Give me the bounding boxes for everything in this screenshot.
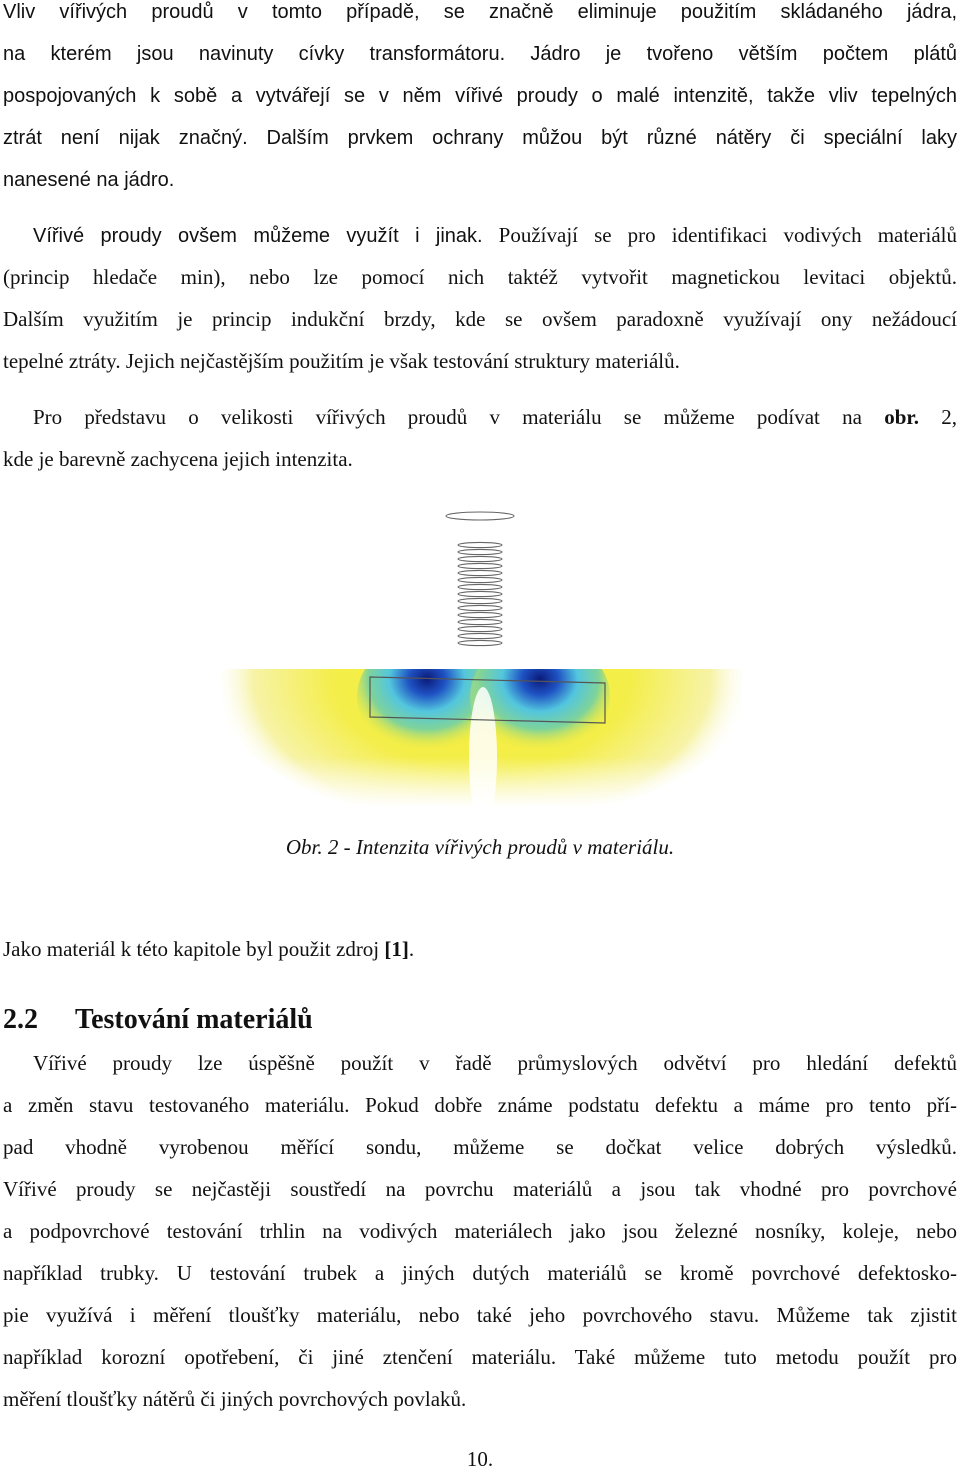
field-intensity-map xyxy=(222,523,742,807)
text-run: Jako materiál k této kapitole byl použit zdroj xyxy=(3,937,385,961)
text-line xyxy=(3,396,957,438)
paragraph-transformer-core xyxy=(3,0,957,201)
text-line: například trubky. U testování trubek a jiných dutých materiálů se kromě povrchové defektosko- xyxy=(3,1261,957,1285)
coil-icon xyxy=(446,512,514,646)
page-number: 10. xyxy=(466,1447,494,1471)
text-line: například korozní opotřebení, či jiné ztenčení materiálu. Také můžeme tuto metodu použít pro xyxy=(3,1345,957,1369)
text-line xyxy=(3,214,957,256)
text-run: . xyxy=(408,937,415,961)
text-line xyxy=(3,1042,957,1084)
text-line: Vliv vířivých proudů v tomto případě, se značně eliminuje použitím skládaného jádra, xyxy=(3,1,957,23)
text-line: tepelné ztráty. Jejich nejčastějším použitím je však testování struktury materiálů. xyxy=(3,349,680,373)
text-line: kde je barevně zachycena jejich intenzita. xyxy=(3,447,353,471)
figure-ref-link[interactable]: obr. xyxy=(884,405,920,429)
figure-ref-number: 2 xyxy=(919,405,952,429)
source-note xyxy=(3,928,957,970)
serif-text-run: Používají se pro identifikaci vodivých materiálů xyxy=(482,223,957,247)
section-number: 2.2 xyxy=(3,1004,38,1035)
text-line: měření tloušťky nátěrů či jiných povrchových povlaků. xyxy=(3,1387,467,1411)
text-line: a podpovrchové testování trhlin na vodivých materiálech jako jsou železné nosníky, koleje, nebo xyxy=(3,1219,957,1243)
text-line: (princip hledače min), nebo lze pomocí nich taktéž vytvořit magnetickou levitaci objektů. xyxy=(3,265,957,289)
text-line: pad vhodně vyrobenou měřící sondu, můžeme se dočkat velice dobrých výsledků. xyxy=(3,1135,957,1159)
bottom-fade xyxy=(222,757,742,807)
text-line: Dalším využitím je princip indukční brzdy, kde se ovšem paradoxně využívají ony nežádoucí xyxy=(3,307,957,331)
text-line: Vířivé proudy se nejčastěji soustředí na povrchu materiálů a jsou tak vhodné pro povrchové xyxy=(3,1177,957,1201)
figure-caption: Obr. 2 - Intenzita vířivých proudů v materiálu. xyxy=(285,835,675,859)
text-run: , xyxy=(951,405,957,429)
paragraph-figure-reference xyxy=(3,396,957,480)
citation-link[interactable]: [1] xyxy=(384,937,409,961)
text-line: pospojovaných k sobě a vytvářejí se v něm vířivé proudy o malé intenzitě, takže vliv tepelných xyxy=(3,85,957,107)
text-line: ztrát není nijak značný. Dalším prvkem ochrany můžou být různé nátěry či speciální laky xyxy=(3,127,957,149)
text-line: na kterém jsou navinuty cívky transformátoru. Jádro je tvořeno větším počtem plátů xyxy=(3,43,957,65)
text-run: Pro představu o velikosti vířivých proudů v materiálu se můžeme podívat na xyxy=(33,405,885,429)
text-line: a změn stavu testovaného materiálu. Pokud dobře známe podstatu defektu a máme pro tento pří- xyxy=(3,1093,957,1117)
text-run: Vířivé proudy lze úspěšně použít v řadě průmyslových odvětví pro hledání defektů xyxy=(33,1051,957,1075)
eddy-current-figure xyxy=(222,497,742,807)
text-line xyxy=(3,928,957,970)
paragraph-eddy-uses xyxy=(3,214,957,382)
sans-text-run: Vířivé proudy ovšem můžeme využít i jinak. xyxy=(33,225,483,247)
section-title: Testování materiálů xyxy=(75,1004,313,1035)
text-line: pie využívá i měření tloušťky materiálu, nebo také jeho povrchového stavu. Můžeme tak zjistit xyxy=(3,1303,957,1327)
text-line: nanesené na jádro. xyxy=(3,169,175,191)
section-heading xyxy=(3,1000,313,1040)
paragraph-material-testing xyxy=(3,1042,957,1420)
